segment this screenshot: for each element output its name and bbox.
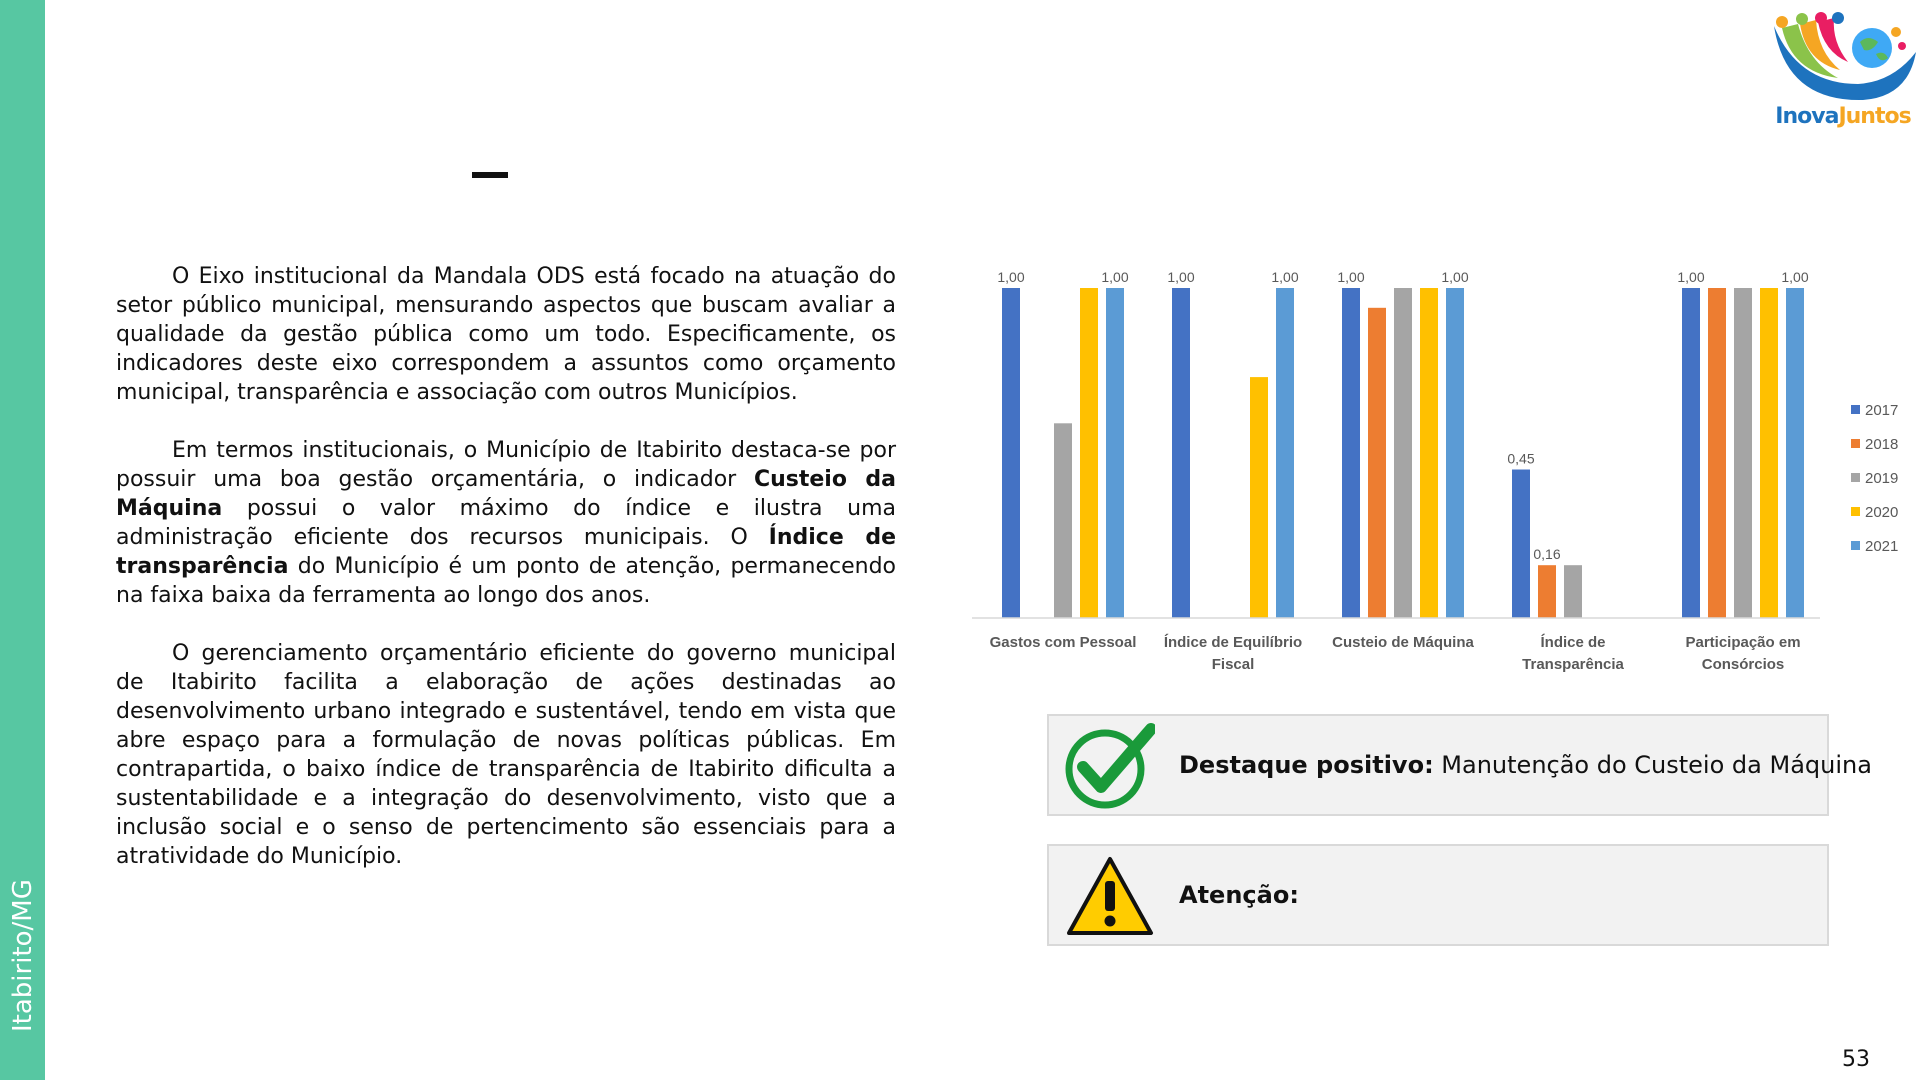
- bold-custeio: Custeio da Máquina: [116, 467, 896, 521]
- legend-label-2020: 2020: [1865, 504, 1899, 521]
- legend-swatch-2017: [1851, 405, 1860, 414]
- bar-2019-cat-0: [1054, 423, 1072, 618]
- inova-juntos-logo: [1768, 12, 1918, 137]
- category-label: Índice de: [1540, 634, 1606, 651]
- bar-2019-cat-4: [1734, 288, 1752, 618]
- bar-chart: [960, 262, 1920, 682]
- data-label: 0,45: [1507, 450, 1535, 467]
- legend-swatch-2021: [1851, 541, 1860, 550]
- category-label: Consórcios: [1701, 656, 1785, 673]
- bar-2019-cat-3: [1564, 565, 1582, 618]
- category-label: Custeio de Máquina: [1332, 634, 1474, 651]
- legend-label-2018: 2018: [1865, 436, 1899, 453]
- bar-2018-cat-3: [1538, 565, 1556, 618]
- bar-2021-cat-1: [1276, 288, 1294, 618]
- bar-2021-cat-4: [1786, 288, 1804, 618]
- checkmark-icon: [1065, 723, 1155, 809]
- body-text: [116, 262, 896, 900]
- data-label: 1,00: [1677, 269, 1705, 285]
- data-label: 1,00: [1167, 269, 1195, 285]
- category-label: Transparência: [1522, 656, 1624, 673]
- bar-2020-cat-0: [1080, 288, 1098, 618]
- legend-label-2019: 2019: [1865, 470, 1899, 487]
- data-label: 1,00: [1441, 269, 1469, 285]
- bar-2017-cat-2: [1342, 288, 1360, 618]
- legend-label-2021: 2021: [1865, 538, 1899, 555]
- data-label: 1,00: [1101, 269, 1129, 285]
- sidebar-strip: [0, 0, 45, 1080]
- bar-2017-cat-3: [1512, 470, 1530, 619]
- positive-highlight-text: Destaque positivo: Manutenção do Custeio da Máquina: [1179, 751, 1872, 779]
- sidebar-location-label: Itabirito/MG: [8, 879, 38, 1032]
- warning-icon: [1065, 853, 1155, 939]
- data-label: 1,00: [997, 269, 1025, 285]
- data-label: 1,00: [1337, 269, 1365, 285]
- title-dash: [472, 172, 508, 178]
- bar-2020-cat-1: [1250, 377, 1268, 618]
- paragraph-2: Em termos institucionais, o Município de Itabirito destaca-se por possuir uma boa gestão orçamentária, o indicador Custeio da Máquina possui o valor máximo do índice e ilustra uma administração eficiente dos recursos municipais. O Índice de transparência do Município é um ponto de atenção, permanecendo na faixa baixa da ferramenta ao longo dos anos.: [116, 438, 896, 608]
- bar-2018-cat-4: [1708, 288, 1726, 618]
- logo-graphic-icon: [1768, 12, 1918, 107]
- page-number: 53: [1842, 1047, 1870, 1072]
- legend-swatch-2019: [1851, 473, 1860, 482]
- bar-2020-cat-2: [1420, 288, 1438, 618]
- data-label: 0,16: [1533, 546, 1561, 563]
- attention-box: [1047, 844, 1829, 946]
- category-label: Fiscal: [1211, 656, 1255, 673]
- attention-text: Atenção:: [1179, 881, 1299, 909]
- bar-2017-cat-1: [1172, 288, 1190, 618]
- bar-2021-cat-0: [1106, 288, 1124, 618]
- data-label: 1,00: [1781, 269, 1809, 285]
- paragraph-1: O Eixo institucional da Mandala ODS está focado na atuação do setor público municipal, mensurando aspectos que buscam avaliar a qualidade da gestão pública como um todo. Especificamente, os indicadores deste eixo correspondem a assuntos como orçamento municipal, transparência e associação com outros Municípios.: [116, 264, 896, 405]
- legend-label-2017: 2017: [1865, 402, 1899, 419]
- paragraph-3: O gerenciamento orçamentário eficiente do governo municipal de Itabirito facilita a elaboração de ações destinadas ao desenvolvimento urbano integrado e sustentável, tendo em vista que abre espaço para a formulação de novas políticas públicas. Em contrapartida, o baixo índice de transparência de Itabirito dificulta a sustentabilidade e a integração do desenvolvimento, visto que a inclusão social e o senso de pertencimento são essenciais para a atratividade do Município.: [116, 641, 896, 869]
- bar-2017-cat-0: [1002, 288, 1020, 618]
- legend-swatch-2020: [1851, 507, 1860, 516]
- bar-2019-cat-2: [1394, 288, 1412, 618]
- bold-indice-transparencia: Índice de transparência: [116, 525, 896, 579]
- category-label: Índice de Equilíbrio: [1163, 634, 1303, 651]
- bar-2021-cat-2: [1446, 288, 1464, 618]
- bar-2020-cat-4: [1760, 288, 1778, 618]
- positive-highlight-box: [1047, 714, 1872, 816]
- bar-2017-cat-4: [1682, 288, 1700, 618]
- legend-swatch-2018: [1851, 439, 1860, 448]
- data-label: 1,00: [1271, 269, 1299, 285]
- category-label: Gastos com Pessoal: [989, 634, 1137, 651]
- category-label: Participação em: [1685, 634, 1801, 651]
- bar-2018-cat-2: [1368, 308, 1386, 618]
- logo-wordmark: InovaJuntos: [1775, 104, 1911, 129]
